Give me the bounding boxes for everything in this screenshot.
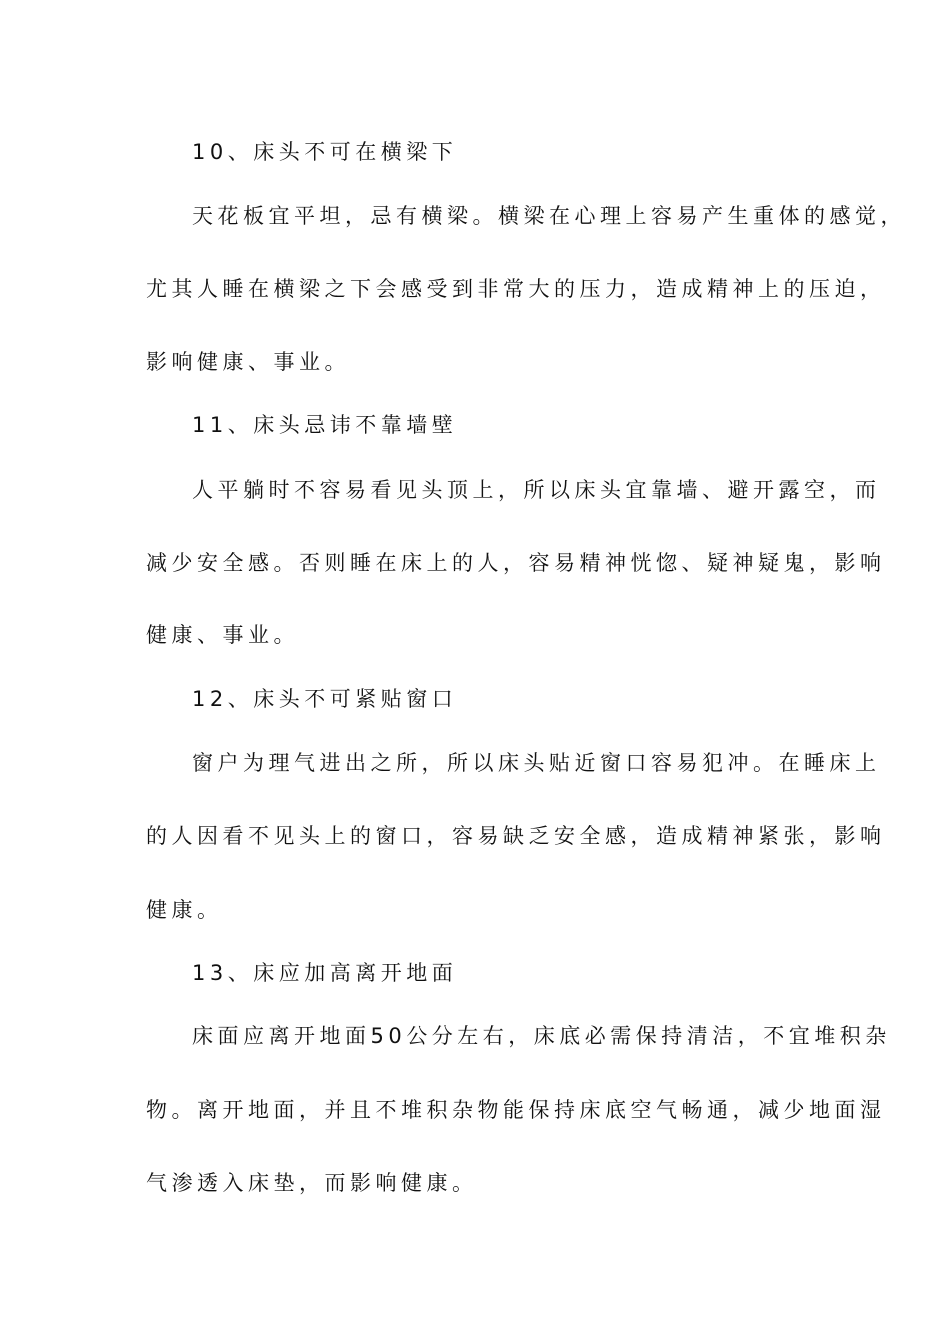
paragraph-line: 床面应离开地面50公分左右，床底必需保持清洁，不宜堆积杂	[192, 1024, 891, 1048]
section-heading-12: 12、床头不可紧贴窗口	[192, 687, 458, 711]
section-heading-11: 11、床头忌讳不靠墙壁	[192, 413, 458, 437]
paragraph-line: 影响健康、事业。	[146, 350, 350, 374]
paragraph-line: 气渗透入床垫，而影响健康。	[146, 1171, 478, 1195]
paragraph-line: 物。离开地面，并且不堆积杂物能保持床底空气畅通，减少地面湿	[146, 1098, 886, 1122]
paragraph-line: 健康、事业。	[146, 623, 299, 647]
paragraph-line: 健康。	[146, 898, 223, 922]
paragraph-line: 减少安全感。否则睡在床上的人，容易精神恍惚、疑神疑鬼，影响	[146, 551, 886, 575]
paragraph-line: 窗户为理气进出之所，所以床头贴近窗口容易犯冲。在睡床上	[192, 751, 881, 775]
paragraph-line: 人平躺时不容易看见头顶上，所以床头宜靠墙、避开露空，而	[192, 478, 881, 502]
paragraph-line: 尤其人睡在横梁之下会感受到非常大的压力，造成精神上的压迫，	[146, 277, 886, 301]
section-heading-13: 13、床应加高离开地面	[192, 961, 458, 985]
paragraph-line: 的人因看不见头上的窗口，容易缺乏安全感，造成精神紧张，影响	[146, 824, 886, 848]
section-heading-10: 10、床头不可在横梁下	[192, 140, 458, 164]
paragraph-line: 天花板宜平坦，忌有横梁。横梁在心理上容易产生重体的感觉，	[192, 204, 906, 228]
